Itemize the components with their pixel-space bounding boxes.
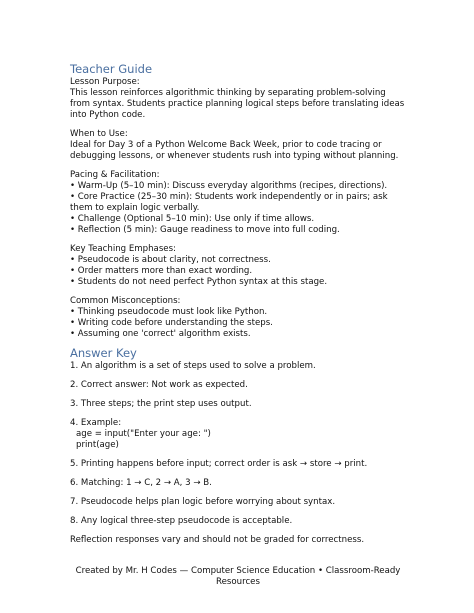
teaching-emphasis-item: • Students do not need perfect Python syntax at this stage.: [70, 277, 328, 287]
answer-key-heading: Answer Key: [70, 346, 137, 360]
lesson-purpose-line: into Python code.: [70, 110, 146, 120]
pacing-item: • Warm-Up (5–10 min): Discuss everyday algorithms (recipes, directions).: [70, 181, 388, 191]
teaching-emphasis-item: • Pseudocode is about clarity, not correctness.: [70, 255, 271, 265]
teaching-emphasis-item: • Order matters more than exact wording.: [70, 266, 253, 276]
footer-line: Resources: [216, 577, 260, 587]
answer-3: 3. Three steps; the print step uses output.: [70, 399, 252, 409]
misconceptions-label: Common Misconceptions:: [70, 296, 181, 306]
answer-4-code-line: print(age): [76, 440, 119, 450]
answer-4-label: 4. Example:: [70, 418, 122, 428]
misconception-item: • Writing code before understanding the steps.: [70, 318, 273, 328]
pacing-item-continued: them to explain logic verbally.: [70, 203, 200, 213]
answer-2: 2. Correct answer: Not work as expected.: [70, 380, 248, 390]
teacher-guide-heading: Teacher Guide: [70, 62, 153, 76]
answer-6: 6. Matching: 1 → C, 2 → A, 3 → B.: [70, 478, 212, 488]
footer-credit: [60, 566, 416, 588]
answer-7: 7. Pseudocode helps plan logic before worrying about syntax.: [70, 497, 336, 507]
misconception-item: • Assuming one 'correct' algorithm exists.: [70, 329, 251, 339]
pacing-item: • Reflection (5 min): Gauge readiness to move into full coding.: [70, 225, 340, 235]
pacing-item: • Challenge (Optional 5–10 min): Use only if time allows.: [70, 214, 315, 224]
pacing-item: • Core Practice (25–30 min): Students work independently or in pairs; ask: [70, 192, 388, 202]
when-to-use-line: Ideal for Day 3 of a Python Welcome Back Week, prior to code tracing or: [70, 140, 382, 150]
answer-8: 8. Any logical three-step pseudocode is acceptable.: [70, 516, 293, 526]
when-to-use-line: debugging lessons, or whenever students rush into typing without planning.: [70, 151, 399, 161]
document-body: [70, 62, 410, 546]
teaching-emphases-label: Key Teaching Emphases:: [70, 244, 176, 254]
reflection-note: Reflection responses vary and should not be graded for correctness.: [70, 535, 365, 545]
lesson-purpose-line: This lesson reinforces algorithmic thinking by separating problem-solving: [70, 88, 386, 98]
pacing-label: Pacing & Facilitation:: [70, 170, 160, 180]
answer-5: 5. Printing happens before input; correct order is ask → store → print.: [70, 459, 368, 469]
misconception-item: • Thinking pseudocode must look like Python.: [70, 307, 268, 317]
answer-4-code-line: age = input("Enter your age: "): [76, 429, 211, 439]
when-to-use-label: When to Use:: [70, 129, 128, 139]
footer-line: Created by Mr. H Codes — Computer Science Education • Classroom-Ready: [75, 566, 401, 576]
lesson-purpose-label: Lesson Purpose:: [70, 77, 140, 87]
answer-1: 1. An algorithm is a set of steps used to solve a problem.: [70, 361, 316, 371]
lesson-purpose-line: from syntax. Students practice planning logical steps before translating ideas: [70, 99, 405, 109]
